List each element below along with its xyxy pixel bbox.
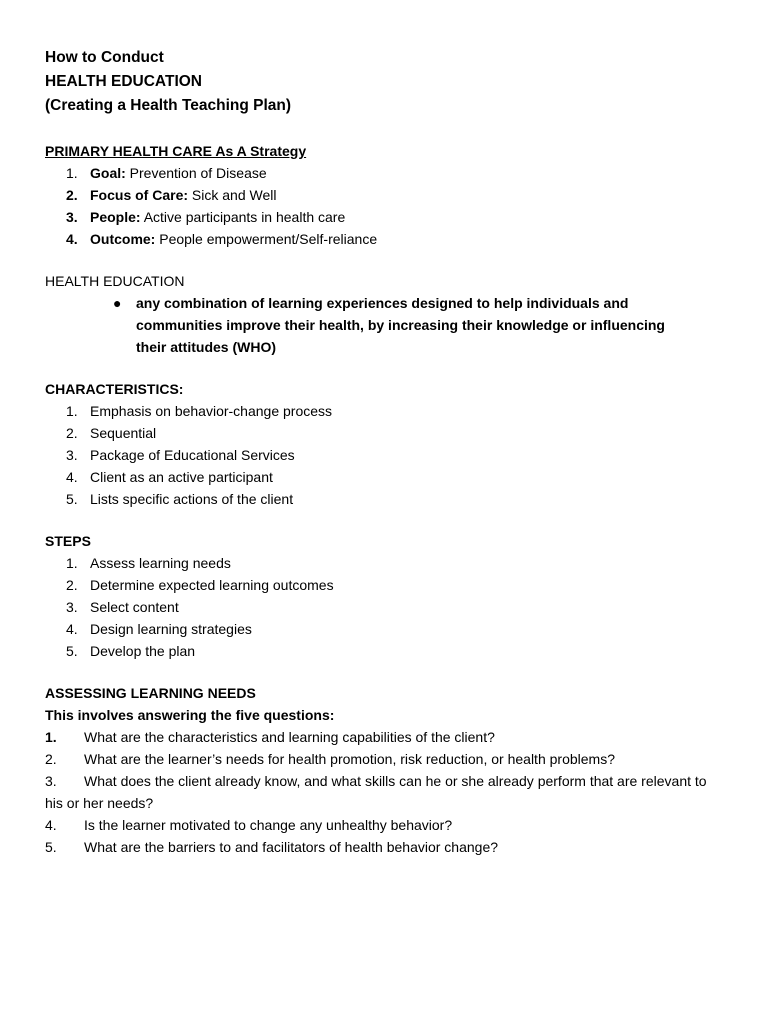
steps-heading: STEPS [45,533,91,549]
item-text: Prevention of Disease [125,165,267,181]
list-number: 2. [66,425,78,441]
question-number: 2. [45,751,57,767]
question-text: Is the learner motivated to change any unhealthy behavior? [84,817,453,833]
list-item [45,444,728,466]
question-item [45,814,728,836]
item-text: Active participants in health care [140,209,346,225]
item-label: Goal: [90,165,126,181]
list-item [45,162,728,184]
question-text: What are the characteristics and learning capabilities of the client? [84,729,495,745]
list-item [45,466,728,488]
health-education-section [45,270,728,358]
item-label: Focus of Care: [90,187,189,203]
health-education-heading: HEALTH EDUCATION [45,273,185,289]
steps-list [45,552,728,662]
list-item [45,574,728,596]
item-text: Lists specific actions of the client [90,491,294,507]
item-text: Package of Educational Services [90,447,295,463]
list-number: 2. [66,577,78,593]
phc-heading: PRIMARY HEALTH CARE As A Strategy [45,143,307,159]
list-item [45,488,728,510]
list-number: 1. [66,403,78,419]
item-text: Sequential [90,425,157,441]
item-text: Develop the plan [90,643,196,659]
assessing-intro: This involves answering the five questions: [45,707,335,723]
list-number: 5. [66,643,78,659]
item-text: Emphasis on behavior-change process [90,403,333,419]
item-text: Client as an active participant [90,469,273,485]
document-title [45,46,728,118]
list-number: 4. [66,469,78,485]
characteristics-heading: CHARACTERISTICS: [45,381,184,397]
phc-section [45,140,728,250]
characteristics-list [45,400,728,510]
list-number: 3. [66,447,78,463]
assessing-heading: ASSESSING LEARNING NEEDS [45,685,256,701]
list-item [45,228,728,250]
list-number: 4. [66,621,78,637]
question-text: What are the barriers to and facilitators of health behavior change? [84,839,499,855]
phc-list [45,162,728,250]
title-line-2: HEALTH EDUCATION [45,73,202,90]
list-item [45,618,728,640]
list-item [45,184,728,206]
list-number: 3. [66,209,78,225]
question-number: 3. [45,773,57,789]
definition-text: any combination of learning experiences designed to help individuals and communities improve their health, by increasing their knowledge or influencing their attitudes (WHO) [136,295,665,355]
list-number: 1. [66,165,78,181]
list-number: 1. [66,555,78,571]
definition-bullet [45,292,728,358]
item-label: Outcome: [90,231,156,247]
title-line-1: How to Conduct [45,49,164,66]
list-number: 4. [66,231,78,247]
question-number: 1. [45,729,57,745]
item-text: Assess learning needs [90,555,231,571]
bullet-icon: ● [113,295,122,311]
item-text: People empowerment/Self-reliance [155,231,378,247]
item-text: Determine expected learning outcomes [90,577,334,593]
list-item [45,400,728,422]
question-item [45,726,728,748]
list-item [45,206,728,228]
question-text: What does the client already know, and what skills can he or she already perform that are relevant to his or her needs? [45,773,707,811]
list-item [45,422,728,444]
question-text: What are the learner’s needs for health promotion, risk reduction, or health problems? [84,751,615,767]
list-item [45,640,728,662]
list-item [45,596,728,618]
question-number: 4. [45,817,57,833]
list-item [45,552,728,574]
item-text: Design learning strategies [90,621,252,637]
question-item [45,770,728,814]
list-number: 5. [66,491,78,507]
steps-section [45,530,728,662]
list-number: 3. [66,599,78,615]
assessing-section [45,682,728,858]
list-number: 2. [66,187,78,203]
title-line-3: (Creating a Health Teaching Plan) [45,97,292,114]
question-item [45,748,728,770]
item-label: People: [90,209,141,225]
question-number: 5. [45,839,57,855]
question-item [45,836,728,858]
item-text: Sick and Well [188,187,277,203]
item-text: Select content [90,599,179,615]
characteristics-section [45,378,728,510]
